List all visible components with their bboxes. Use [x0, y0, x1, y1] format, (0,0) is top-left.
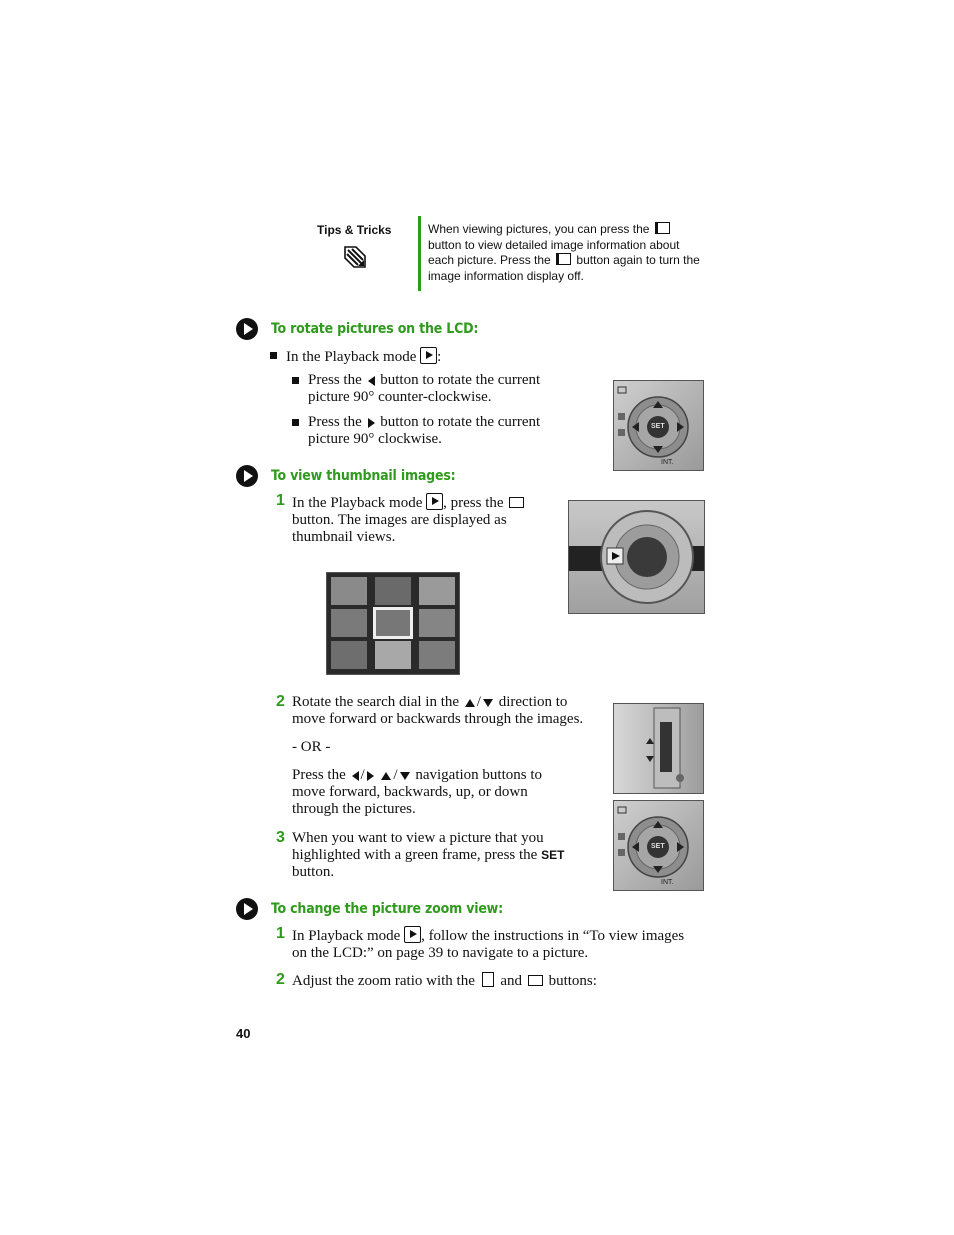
- thumbs-step3: When you want to view a picture that you highlighted with a green frame, press the SET button.: [292, 830, 565, 880]
- square-bullet: [292, 419, 299, 426]
- step-number: 2: [276, 971, 285, 988]
- int-label: INT.: [661, 879, 674, 886]
- zoom-step1: In Playback mode , follow the instructions in “To view images on the LCD:” on page 39 to navigate to a picture.: [292, 928, 685, 961]
- playback-icon: [426, 493, 443, 510]
- down-arrow-icon: [400, 772, 410, 780]
- step-number: 1: [276, 492, 285, 509]
- tips-text: When viewing pictures, you can press the button to view detailed image information about each picture. Press the button again to turn the image information display off.: [428, 222, 700, 283]
- thumbnail-grid-photo: [326, 572, 460, 675]
- step-number: 3: [276, 829, 285, 846]
- section-arrow-icon: [236, 898, 258, 920]
- section-arrow-icon: [236, 318, 258, 340]
- thumbs-step1: In the Playback mode , press the button. The images are displayed as thumbnail views.: [292, 493, 562, 546]
- nav-pad-photo: [613, 800, 704, 891]
- square-bullet: [292, 377, 299, 384]
- display-icon: [655, 222, 670, 234]
- rotate-bullet-left: Press the button to rotate the current picture 90° counter-clockwise.: [308, 372, 541, 405]
- page-number: 40: [236, 1026, 251, 1041]
- section-arrow-icon: [236, 465, 258, 487]
- right-arrow-icon: [368, 418, 375, 428]
- up-arrow-icon: [381, 772, 391, 780]
- display-icon: [556, 253, 571, 265]
- rotate-bullet-right: Press the button to rotate the current picture 90° clockwise.: [308, 414, 541, 447]
- thumbnail-icon: [509, 497, 524, 508]
- zoom-step2: Adjust the zoom ratio with the and buttons:: [292, 973, 597, 989]
- down-arrow-icon: [483, 699, 493, 707]
- section-heading-zoom: To change the picture zoom view:: [271, 901, 503, 917]
- nav-pad-photo: [613, 380, 704, 471]
- section-heading-rotate: To rotate pictures on the LCD:: [271, 321, 479, 337]
- set-label: SET: [651, 423, 665, 430]
- rotate-intro: In the Playback mode :: [286, 349, 442, 365]
- up-arrow-icon: [465, 699, 475, 707]
- set-button-label: SET: [541, 848, 565, 862]
- tips-label: Tips & Tricks: [317, 223, 392, 237]
- square-bullet: [270, 352, 277, 359]
- playback-icon: [420, 347, 437, 364]
- right-arrow-icon: [367, 771, 374, 781]
- tips-pencil-icon: [342, 244, 368, 270]
- step-number: 2: [276, 693, 285, 710]
- left-arrow-icon: [352, 771, 359, 781]
- step-number: 1: [276, 925, 285, 942]
- set-label: SET: [651, 843, 665, 850]
- left-arrow-icon: [368, 376, 375, 386]
- thumbs-step2: Rotate the search dial in the / direction to move forward or backwards through the images. - OR - Press the / / navigation buttons to move forward, backwards, up, or down through the pictures.: [292, 694, 584, 817]
- zoom-out-icon: [528, 975, 543, 986]
- mode-dial-photo: [568, 500, 705, 614]
- playback-icon: [404, 926, 421, 943]
- tips-divider: [418, 216, 421, 291]
- search-dial-photo: [613, 703, 704, 794]
- zoom-in-icon: [482, 972, 494, 987]
- section-heading-thumbnails: To view thumbnail images:: [271, 468, 456, 484]
- int-label: INT.: [661, 459, 674, 466]
